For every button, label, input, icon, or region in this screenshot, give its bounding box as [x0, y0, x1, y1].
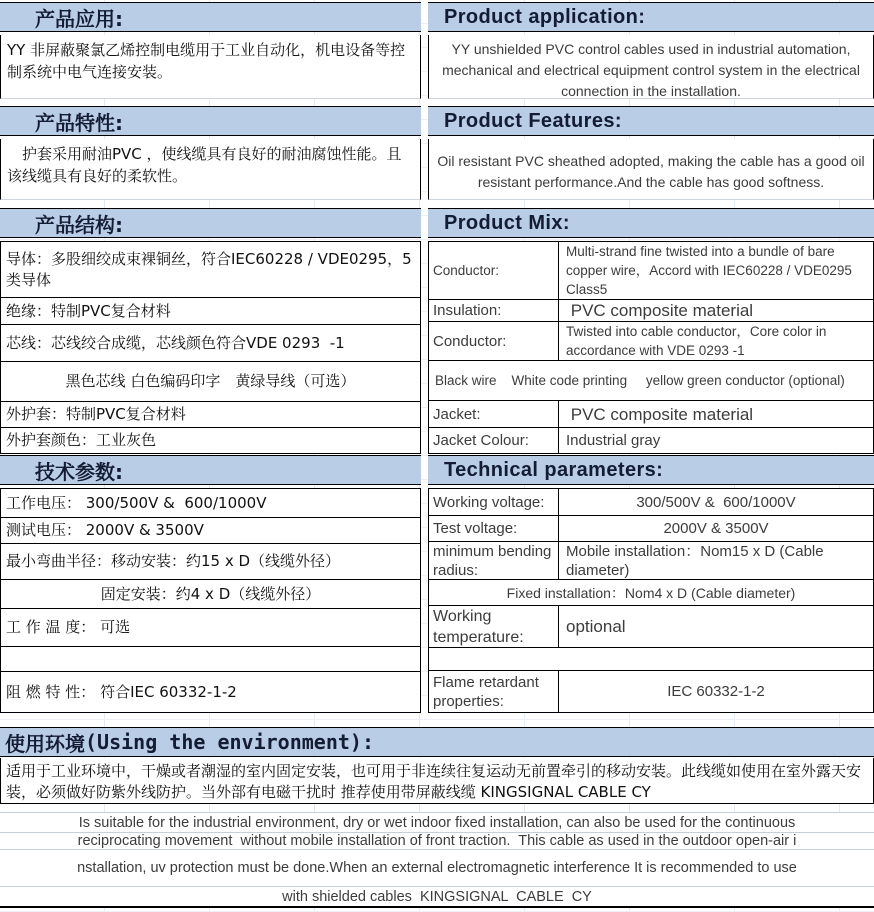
mix-row-insulation-en: Insulation: PVC composite material [429, 299, 873, 321]
section-title-cn: 使用环境 [5, 731, 85, 756]
environment-en-line: with shielded cables KINGSIGNAL CABLE CY [0, 886, 874, 907]
application-text-en: YY unshielded PVC control cables used in industrial automation, mechanical and electrical equipment control system in the electrical connection in the installation. [428, 35, 874, 99]
mix-table-en [428, 241, 874, 454]
section-title-en: (Using the environment): [85, 730, 374, 754]
mix-row-jacket-en: Jacket: PVC composite material [429, 400, 873, 427]
environment-text-en [0, 812, 874, 908]
structure-row-conductor-cn: 导体：多股细绞成束裸铜丝，符合IEC60228 / VDE0295，5类导体 [6, 249, 412, 289]
features-text-cn: 护套采用耐油PVC ，使线缆具有良好的耐油腐蚀性能。且该线缆具有良好的柔软性。 [0, 139, 421, 200]
structure-row-jacket-cn: 外护套：特制PVC复合材料 [1, 401, 420, 427]
section-header-features-cn [0, 106, 421, 136]
mix-row-conductor-en: Conductor: Multi-strand fine twisted into a bundle of bare copper wire，Accord with IEC60228 / VDE0295 Class5 [429, 242, 873, 299]
tech-row-fixed-install-cn: 固定安装：约4 x D（线缆外径） [1, 579, 420, 608]
section-header-technical-en [428, 455, 874, 485]
structure-row-insulation-cn: 绝缘：特制PVC复合材料 [1, 297, 420, 324]
tech-row-working-voltage-en: Working voltage: 300/500V & 600/1000V [429, 489, 873, 515]
tech-row-bending-radius-cn: 最小弯曲半径：移动安装：约15 x D（线缆外径） [1, 543, 420, 579]
structure-table-cn [0, 241, 421, 454]
section-header-application-en [428, 2, 874, 32]
section-title: 产品特性: [35, 110, 123, 135]
section-header-structure-cn [0, 208, 421, 238]
tech-row-test-voltage-en: Test voltage: 2000V & 3500V [429, 515, 873, 541]
application-text-cn: YY 非屏蔽聚氯乙烯控制电缆用于工业自动化，机电设备等控制系统中电气连接安装。 [0, 35, 421, 99]
section-title: 产品应用: [35, 6, 123, 31]
tech-row-empty-en [429, 647, 873, 670]
section-header-features-en [428, 106, 874, 136]
section-title: Product Features: [444, 109, 622, 132]
environment-en-line: Is suitable for the industrial environment, dry or wet indoor fixed installation, can also be used for the continuous [78, 814, 796, 831]
tech-row-flame-retardant-en: Flame retardant properties: IEC 60332-1-2 [429, 670, 873, 712]
features-text-en: Oil resistant PVC sheathed adopted, making the cable has a good oil resistant performance.And the cable has good softness. [428, 139, 874, 200]
mix-row-jacket-colour-en: Jacket Colour: Industrial gray [429, 427, 873, 453]
tech-row-flame-retardant-cn: 阻 燃 特 性： 符合IEC 60332-1-2 [1, 671, 420, 712]
environment-en-line: nstallation, uv protection must be done.When an external electromagnetic interference It is recommended to use [0, 849, 874, 886]
tech-row-bending-radius-en: minimum bending radius: Mobile installation：Nom15 x D (Cable diameter) [429, 541, 873, 579]
environment-text-cn: 适用于工业环境中，干燥或者潮湿的室内固定安装，也可用于非连续往复运动无前置牵引的移动安装。此线缆如使用在室外露天安装，必须做好防紫外线防护。当外部有电磁干扰时 推荐使用带屏蔽线缆 KINGSIGNAL CABLE CY [0, 758, 874, 804]
tech-row-test-voltage-cn: 测试电压： 2000V & 3500V [1, 517, 420, 543]
tech-row-working-temp-en: Working temperature: optional [429, 605, 873, 647]
section-title: 技术参数: [35, 459, 123, 484]
mix-row-conductor2-en: Conductor: Twisted into cable conductor，Core color in accordance with VDE 0293 -1 [429, 321, 873, 360]
structure-row-core-cn: 芯线：芯线绞合成缆，芯线颜色符合VDE 0293 -1 [1, 324, 420, 361]
section-title: Product application: [444, 5, 646, 28]
section-header-application-cn [0, 2, 421, 32]
structure-row-colors-cn: 黑色芯线 白色编码印字 黄绿导线（可选） [1, 361, 420, 401]
section-header-mix-en [428, 208, 874, 238]
tech-row-working-voltage-cn: 工作电压： 300/500V & 600/1000V [6, 493, 267, 512]
section-header-technical-cn [0, 455, 421, 485]
section-header-environment [0, 727, 874, 757]
tech-row-empty-cn [1, 646, 420, 671]
structure-row-jacket-colour-cn: 外护套颜色：工业灰色 [1, 427, 420, 453]
tech-row-fixed-install-en: Fixed installation：Nom4 x D (Cable diameter) [429, 579, 873, 605]
section-title: Product Mix: [444, 211, 570, 234]
technical-table-en [428, 488, 874, 713]
technical-table-cn [0, 488, 421, 713]
section-title: 产品结构: [35, 212, 123, 237]
mix-row-wire-colors-en: Black wire White code printing yellow green conductor (optional) [429, 360, 873, 400]
section-title: Technical parameters: [444, 458, 664, 481]
environment-en-line: reciprocating movement without mobile installation of front traction. This cable as used in the outdoor open-air i [0, 832, 874, 849]
tech-row-working-temp-cn: 工 作 温 度： 可选 [1, 608, 420, 646]
